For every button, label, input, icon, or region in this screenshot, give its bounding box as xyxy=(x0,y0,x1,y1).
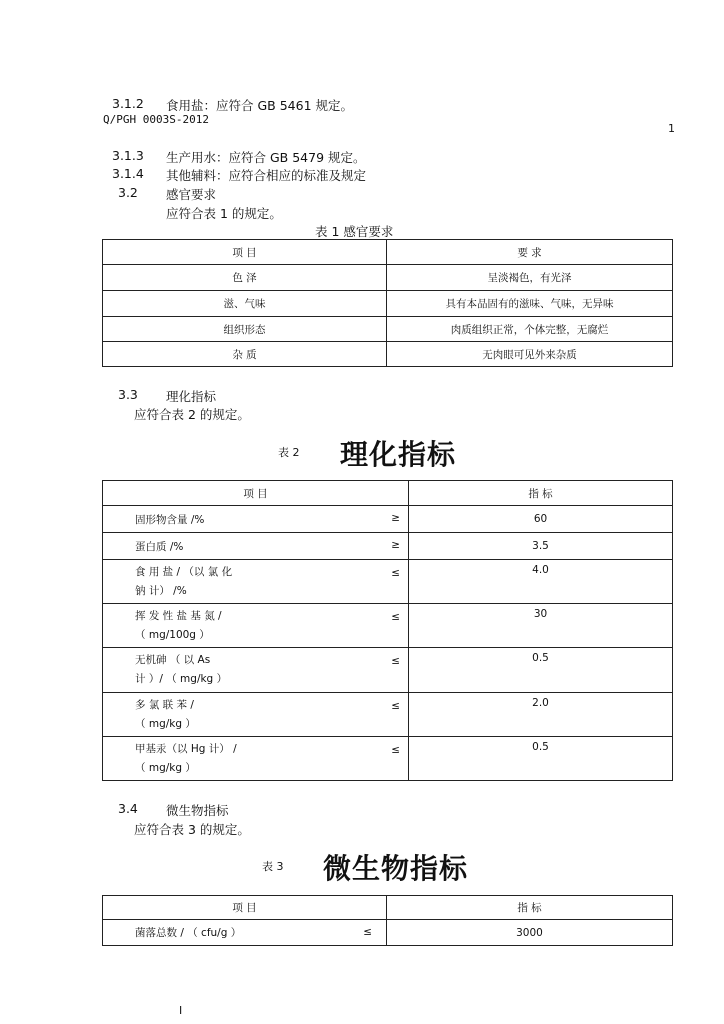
section-3-3-number: 3.3 xyxy=(118,387,138,402)
section-3-2-number: 3.2 xyxy=(118,185,138,200)
table-3-caption-label: 表 3 xyxy=(262,860,284,873)
item-label: 食 用 盐 / （以 氯 化 xyxy=(135,566,233,578)
table-3-caption-title: 微生物指标 xyxy=(323,852,469,885)
row-value: 3000 xyxy=(387,920,673,946)
item-3-1-2-number: 3.1.2 xyxy=(112,96,144,111)
table-row xyxy=(103,920,673,946)
table-1-caption: 表 1 感官要求 xyxy=(315,224,394,239)
table-row xyxy=(103,265,673,291)
comparison-symbol: ≤ xyxy=(391,744,400,756)
header-item: 项 目 xyxy=(103,240,387,265)
row-item xyxy=(103,604,409,648)
table-row xyxy=(103,648,673,693)
item-label: 挥 发 性 盐 基 氮 / xyxy=(135,610,222,622)
item-label-cont: （ mg/100g ） xyxy=(135,629,210,641)
table-row xyxy=(103,342,673,367)
document-code: Q/PGH 0003S-2012 xyxy=(103,113,209,126)
table-row xyxy=(103,506,673,533)
item-label: 蛋白质 /% xyxy=(135,540,184,553)
item-label: 固形物含量 /% xyxy=(135,513,205,526)
section-3-3-title: 理化指标 xyxy=(166,389,217,404)
comparison-symbol: ≤ xyxy=(391,655,400,667)
row-item xyxy=(103,920,387,946)
page-number: 1 xyxy=(668,122,675,135)
comparison-symbol: ≤ xyxy=(391,567,400,579)
table-2-physicochemical xyxy=(102,480,673,781)
table-3-microbiological xyxy=(102,895,673,946)
row-requirement: 具有本品固有的滋味、气味，无异味 xyxy=(387,291,673,317)
header-indicator: 指 标 xyxy=(387,896,673,920)
row-item xyxy=(103,533,409,560)
table-header-row xyxy=(103,896,673,920)
table-row xyxy=(103,317,673,342)
table-row xyxy=(103,604,673,648)
comparison-symbol: ≥ xyxy=(391,539,400,551)
row-item: 组织形态 xyxy=(103,317,387,342)
table-row xyxy=(103,693,673,737)
table-1-sensory-requirements xyxy=(102,239,673,367)
section-3-2-title: 感官要求 xyxy=(166,187,217,202)
table-row xyxy=(103,291,673,317)
item-label-cont: （ mg/kg ） xyxy=(135,762,196,774)
row-value: 4.0 xyxy=(409,560,673,604)
table-row xyxy=(103,533,673,560)
row-item xyxy=(103,693,409,737)
item-3-1-3-number: 3.1.3 xyxy=(112,148,144,163)
section-3-4-title: 微生物指标 xyxy=(166,803,229,818)
table-row xyxy=(103,737,673,781)
row-requirement: 无肉眼可见外来杂质 xyxy=(387,342,673,367)
section-3-3-description: 应符合表 2 的规定。 xyxy=(134,407,250,422)
row-item xyxy=(103,560,409,604)
comparison-symbol: ≤ xyxy=(391,611,400,623)
table-2-caption-title: 理化指标 xyxy=(340,438,457,471)
item-label-cont: （ mg/kg ） xyxy=(135,718,196,730)
header-indicator: 指 标 xyxy=(409,481,673,506)
row-requirement: 肉质组织正常，个体完整，无腐烂 xyxy=(387,317,673,342)
item-3-1-4-text: 其他辅料：应符合相应的标准及规定 xyxy=(166,168,367,183)
item-3-1-4-number: 3.1.4 xyxy=(112,166,144,181)
row-item xyxy=(103,737,409,781)
row-value: 2.0 xyxy=(409,693,673,737)
comparison-symbol: ≥ xyxy=(391,512,400,524)
section-3-4-number: 3.4 xyxy=(118,801,138,816)
row-item: 杂 质 xyxy=(103,342,387,367)
row-item: 滋、气味 xyxy=(103,291,387,317)
section-3-2-description: 应符合表 1 的规定。 xyxy=(166,206,282,221)
table-row xyxy=(103,560,673,604)
comparison-symbol: ≤ xyxy=(363,926,372,938)
table-header-row xyxy=(103,240,673,265)
header-item: 项 目 xyxy=(103,896,387,920)
row-value: 0.5 xyxy=(409,737,673,781)
row-value: 3.5 xyxy=(409,533,673,560)
item-label-cont: 钠 计） /% xyxy=(135,585,187,597)
row-item xyxy=(103,506,409,533)
header-requirement: 要 求 xyxy=(387,240,673,265)
comparison-symbol: ≤ xyxy=(391,700,400,712)
item-label: 甲基汞（以 Hg 计） / xyxy=(135,743,237,755)
header-item: 项 目 xyxy=(103,481,409,506)
item-3-1-3-text: 生产用水：应符合 GB 5479 规定。 xyxy=(166,150,366,165)
row-value: 60 xyxy=(409,506,673,533)
item-label-cont: 计 ）/ （ mg/kg ） xyxy=(135,673,228,685)
table-header-row xyxy=(103,481,673,506)
footer-mark: I xyxy=(179,1004,183,1017)
row-value: 0.5 xyxy=(409,648,673,693)
row-item xyxy=(103,648,409,693)
section-3-4-description: 应符合表 3 的规定。 xyxy=(134,822,250,837)
row-item: 色 泽 xyxy=(103,265,387,291)
row-value: 30 xyxy=(409,604,673,648)
row-requirement: 呈淡褐色，有光泽 xyxy=(387,265,673,291)
item-3-1-2-text: 食用盐：应符合 GB 5461 规定。 xyxy=(166,98,353,113)
table-2-caption-label: 表 2 xyxy=(278,446,300,459)
item-label: 多 氯 联 苯 / xyxy=(135,699,194,711)
item-label: 菌落总数 / （ cfu/g ） xyxy=(135,927,242,939)
item-label: 无机砷 （ 以 As xyxy=(135,654,211,666)
